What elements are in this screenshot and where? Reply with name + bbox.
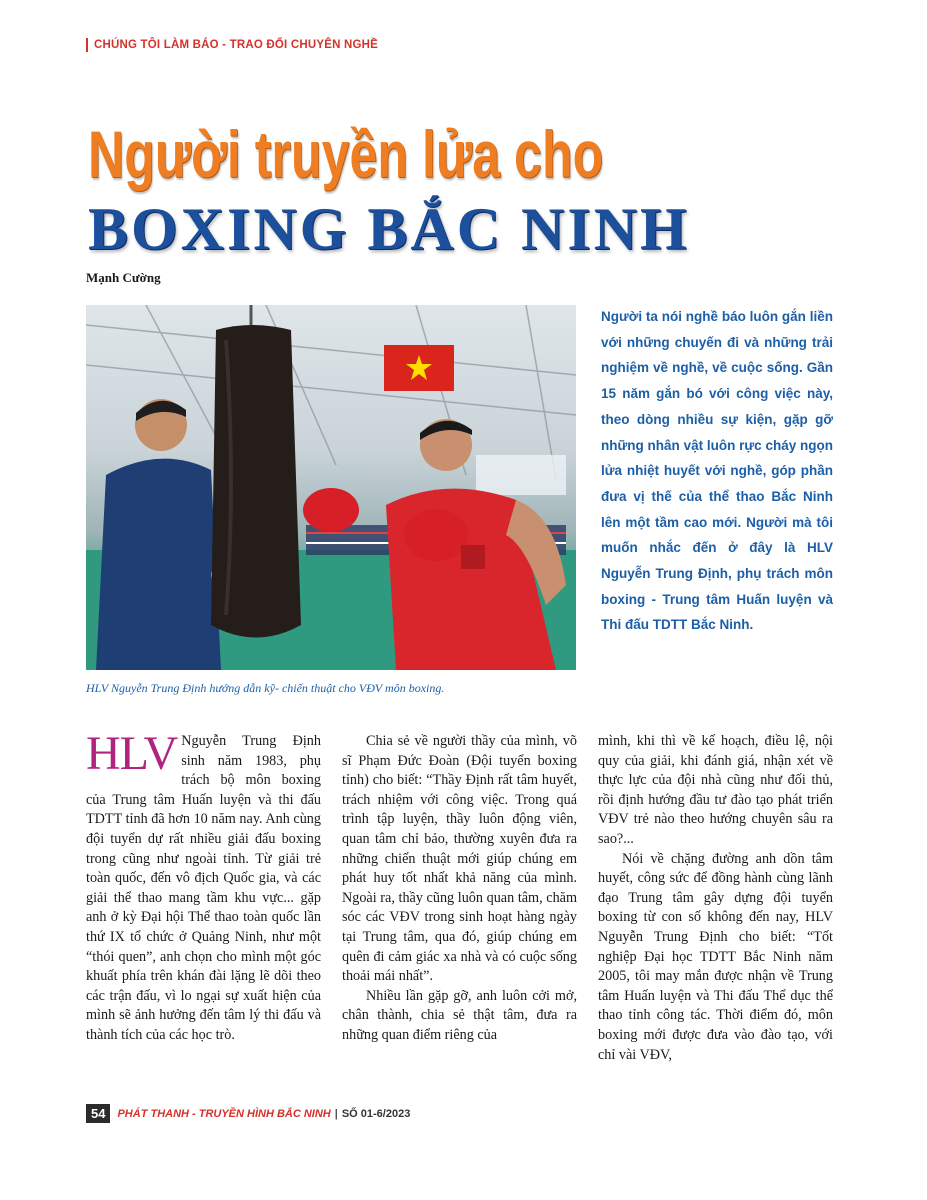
drop-cap: HLV (86, 727, 178, 780)
photo-illustration (86, 305, 576, 670)
paragraph: Nói về chặng đường anh dồn tâm huyết, công sức để đồng hành cùng lãnh đạo Trung tâm gây dựng đội tuyển boxing từ con số không đến nay, HLV Nguyễn Trung Định cho biết: “Tốt nghiệp Đại học TDTT Bắc Ninh năm 2005, tôi may mắn được nhận về Trung tâm Huấn luyện và Thi đấu Thể dục thể thao tỉnh công tác. Thời điểm đó, môn boxing mới được đưa vào đào tạo, với chỉ vài VĐV, (598, 850, 833, 1063)
page-number: 54 (86, 1104, 110, 1123)
publication-name: PHÁT THANH - TRUYỀN HÌNH BẮC NINH (117, 1107, 331, 1120)
body-column-1 (86, 727, 321, 1046)
footer-separator: | (334, 1107, 338, 1120)
article-title-line-1: Người truyền lửa cho (88, 117, 604, 191)
paragraph: Nhiều lần gặp gỡ, anh luôn cởi mở, chân thành, chia sẻ thật tâm, đưa ra những quan điểm riêng của (342, 987, 577, 1043)
photo-caption: HLV Nguyễn Trung Định hướng dẫn kỹ- chiến thuật cho VĐV môn boxing. (86, 681, 445, 695)
body-column-2 (342, 732, 577, 1046)
boxing-glove-right (404, 509, 468, 561)
paragraph: mình, khi thì về kế hoạch, điều lệ, nội quy của giải, khi đánh giá, nhận xét về thực lực của đội nhà cũng như đối thủ, rồi định hướng đầu tư đào tạo phát triển VĐV trẻ nào theo hướng chuyên sâu ra sao?... (598, 733, 833, 847)
issue-number: SỐ 01-6/2023 (341, 1107, 411, 1120)
article-lede: Người ta nói nghề báo luôn gắn liền với những chuyến đi và những trải nghiệm về nghề, về cuộc sống. Gần 15 năm gắn bó với công việc này, theo dòng nhiều sự kiện, gặp gỡ những nhân vật luôn rực cháy ngọn lửa nhiệt huyết với nghề, góp phần đưa vị thế của thể thao Bắc Ninh lên một tầm cao mới. Người mà tôi muốn nhắc đến ở đây là HLV Nguyễn Trung Định, phụ trách môn boxing - Trung tâm Huấn luyện và Thi đấu TDTT Bắc Ninh. (601, 309, 833, 633)
section-label: CHÚNG TÔI LÀM BÁO - TRAO ĐỔI CHUYÊN NGHỀ (86, 38, 378, 52)
paragraph: Chia sẻ về người thầy của mình, võ sĩ Phạm Đức Đoàn (Đội tuyển boxing tỉnh) cho biết: “Thầy Định rất tâm huyết, trách nhiệm với công việc. Trong quá trình tập luyện, thầy luôn động viên, quan tâm chỉ bảo, thường xuyên đưa ra những chiến thuật mới giúp chúng em phát huy tốt nhất khả năng của mình. Ngoài ra, thầy cũng luôn quan tâm, chăm sóc các VĐV trong sinh hoạt hàng ngày tại Trung tâm, qua đó, giúp chúng em quên đi cảm giác xa nhà và có cuộc sống thoải mái nhất”. (342, 733, 577, 985)
page-footer (86, 1104, 410, 1123)
article-title-line-2: BOXING BẮC NINH (88, 196, 690, 262)
boxing-glove-left (303, 488, 359, 532)
boxing-training-photo (86, 305, 576, 670)
body-column-3 (598, 732, 833, 1065)
paragraph (86, 727, 321, 1046)
author-byline: Mạnh Cường (86, 270, 161, 285)
paragraph-text: Nguyễn Trung Định sinh năm 1983, phụ trách bộ môn boxing của Trung tâm Huấn luyện và thi đấu TDTT tỉnh đã hơn 10 năm nay. Anh cùng đội tuyển dự rất nhiều giải đấu boxing trong cũng như ngoài tỉnh. Từ giải trẻ toàn quốc, đến vô địch Quốc gia, và các giải thể thao mang tầm khu vực... gặp anh ở kỳ Đại hội Thể thao toàn quốc lần thứ IX tổ chức ở Quảng Ninh, như một “thói quen”, anh chọn cho mình một góc khuất phía trên khán đài lặng lẽ dõi theo các trận đấu, vì lo ngại sự xuất hiện của mình sẽ ảnh hưởng đến tâm lý thi đấu và thành tích của các học trò. (86, 733, 321, 1043)
